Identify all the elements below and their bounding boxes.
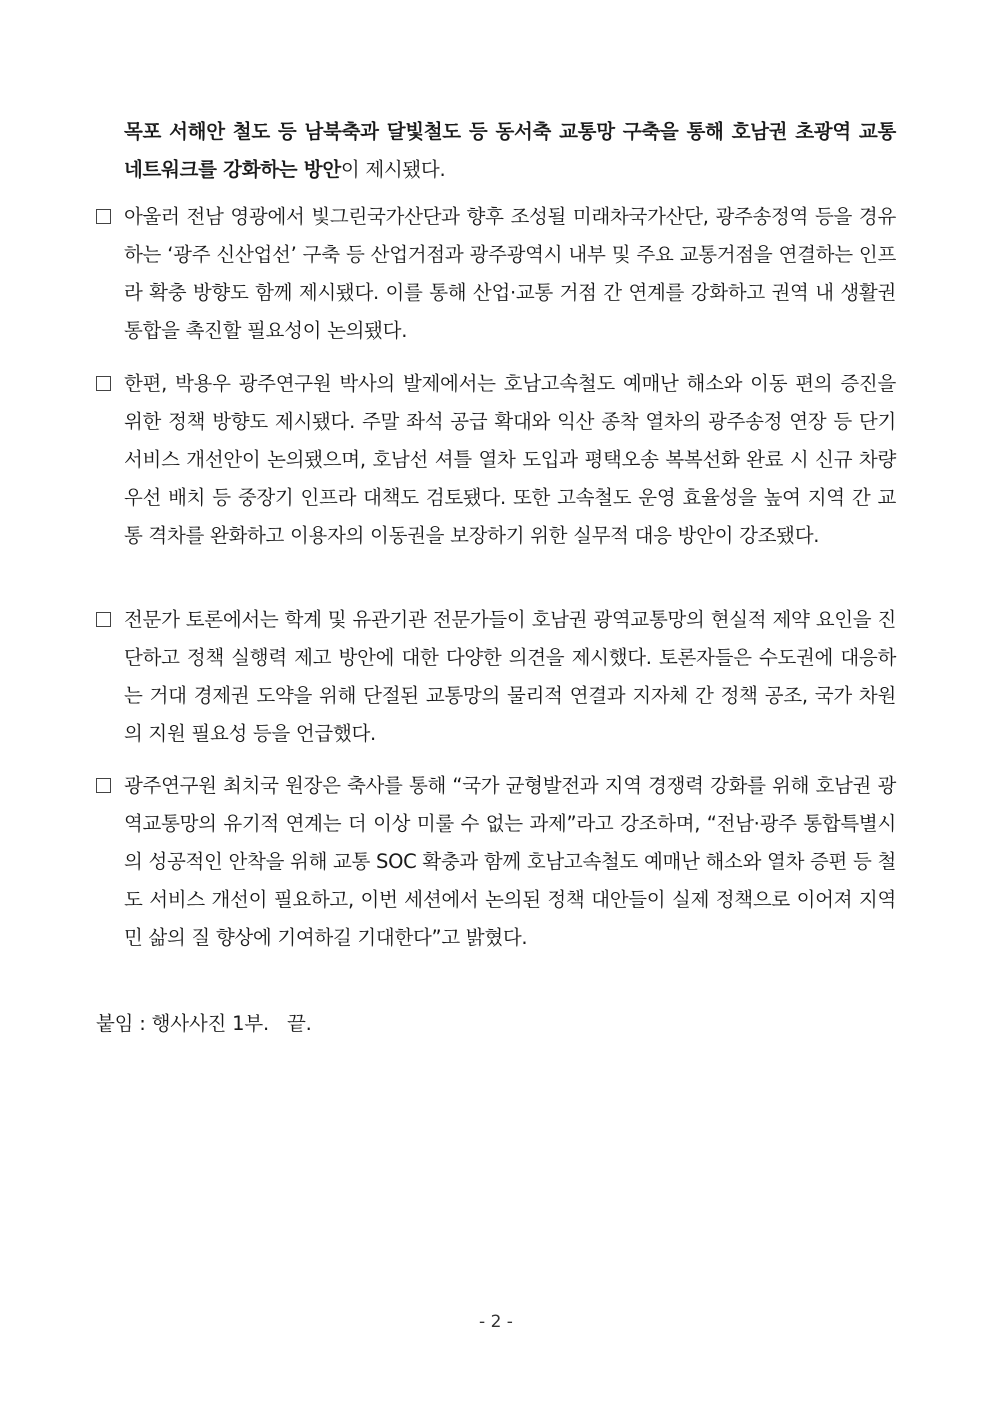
square-bullet-icon: [96, 376, 111, 391]
square-bullet-icon: [96, 778, 111, 793]
attachment-note: 붙임 : 행사사진 1부. 끝.: [96, 1012, 312, 1035]
paragraph-text: 한편, 박용우 광주연구원 박사의 발제에서는 호남고속철도 예매난 해소와 이동 편의 증진을 위한 정책 방향도 제시됐다. 주말 좌석 공급 확대와 익산 종착 열차의 광주송정 연장 등 단기 서비스 개선안이 논의됐으며, 호남선 셔틀 열차 도입과 평택오송 복복선화 완료 시 신규 차량 우선 배치 등 중장기 인프라 대책도 검토됐다. 또한 고속철도 운영 효율성을 높여 지역 간 교통 격차를 완화하고 이용자의 이동권을 보장하기 위한 실무적 대응 방안이 강조됐다.: [124, 372, 896, 547]
square-bullet-icon: [96, 209, 111, 224]
continuation-ending-text: 이 제시됐다.: [340, 158, 446, 181]
page-number: - 2 -: [479, 1312, 513, 1332]
square-bullet-icon: [96, 612, 111, 627]
continuation-paragraph: [96, 113, 896, 189]
paragraph-text: 아울러 전남 영광에서 빛그린국가산단과 향후 조성될 미래차국가산단, 광주송정역 등을 경유하는 ‘광주 신산업선’ 구축 등 산업거점과 광주광역시 내부 및 주요 교통거점을 연결하는 인프라 확충 방향도 함께 제시됐다. 이를 통해 산업·교통 거점 간 연계를 강화하고 권역 내 생활권 통합을 촉진할 필요성이 논의됐다.: [124, 205, 896, 342]
paragraph-congratulatory-speech: [96, 767, 896, 957]
paragraph-text: 전문가 토론에서는 학계 및 유관기관 전문가들이 호남권 광역교통망의 현실적 제약 요인을 진단하고 정책 실행력 제고 방안에 대한 다양한 의견을 제시했다. 토론자들은 수도권에 대응하는 거대 경제권 도약을 위해 단절된 교통망의 물리적 연결과 지자체 간 정책 공조, 국가 차원의 지원 필요성 등을 언급했다.: [124, 608, 896, 745]
paragraph-text: 광주연구원 최치국 원장은 축사를 통해 “국가 균형발전과 지역 경쟁력 강화를 위해 호남권 광역교통망의 유기적 연계는 더 이상 미룰 수 없는 과제”라고 강조하며, “전남·광주 통합특별시의 성공적인 안착을 위해 교통 SOC 확충과 함께 호남고속철도 예매난 해소와 열차 증편 등 철도 서비스 개선이 필요하고, 이번 세션에서 논의된 정책 대안들이 실제 정책으로 이어져 지역민 삶의 질 향상에 기여하길 기대한다”고 밝혔다.: [124, 774, 896, 949]
paragraph-expert-discussion: [96, 601, 896, 753]
paragraph-industrial-line: [96, 198, 896, 350]
paragraph-ktx-reservation: [96, 365, 896, 555]
bold-highlight-text: 목포 서해안 철도 등 남북축과 달빛철도 등 동서축 교통망 구축을 통해 호남권 초광역 교통 네트워크를 강화하는 방안: [124, 120, 896, 181]
